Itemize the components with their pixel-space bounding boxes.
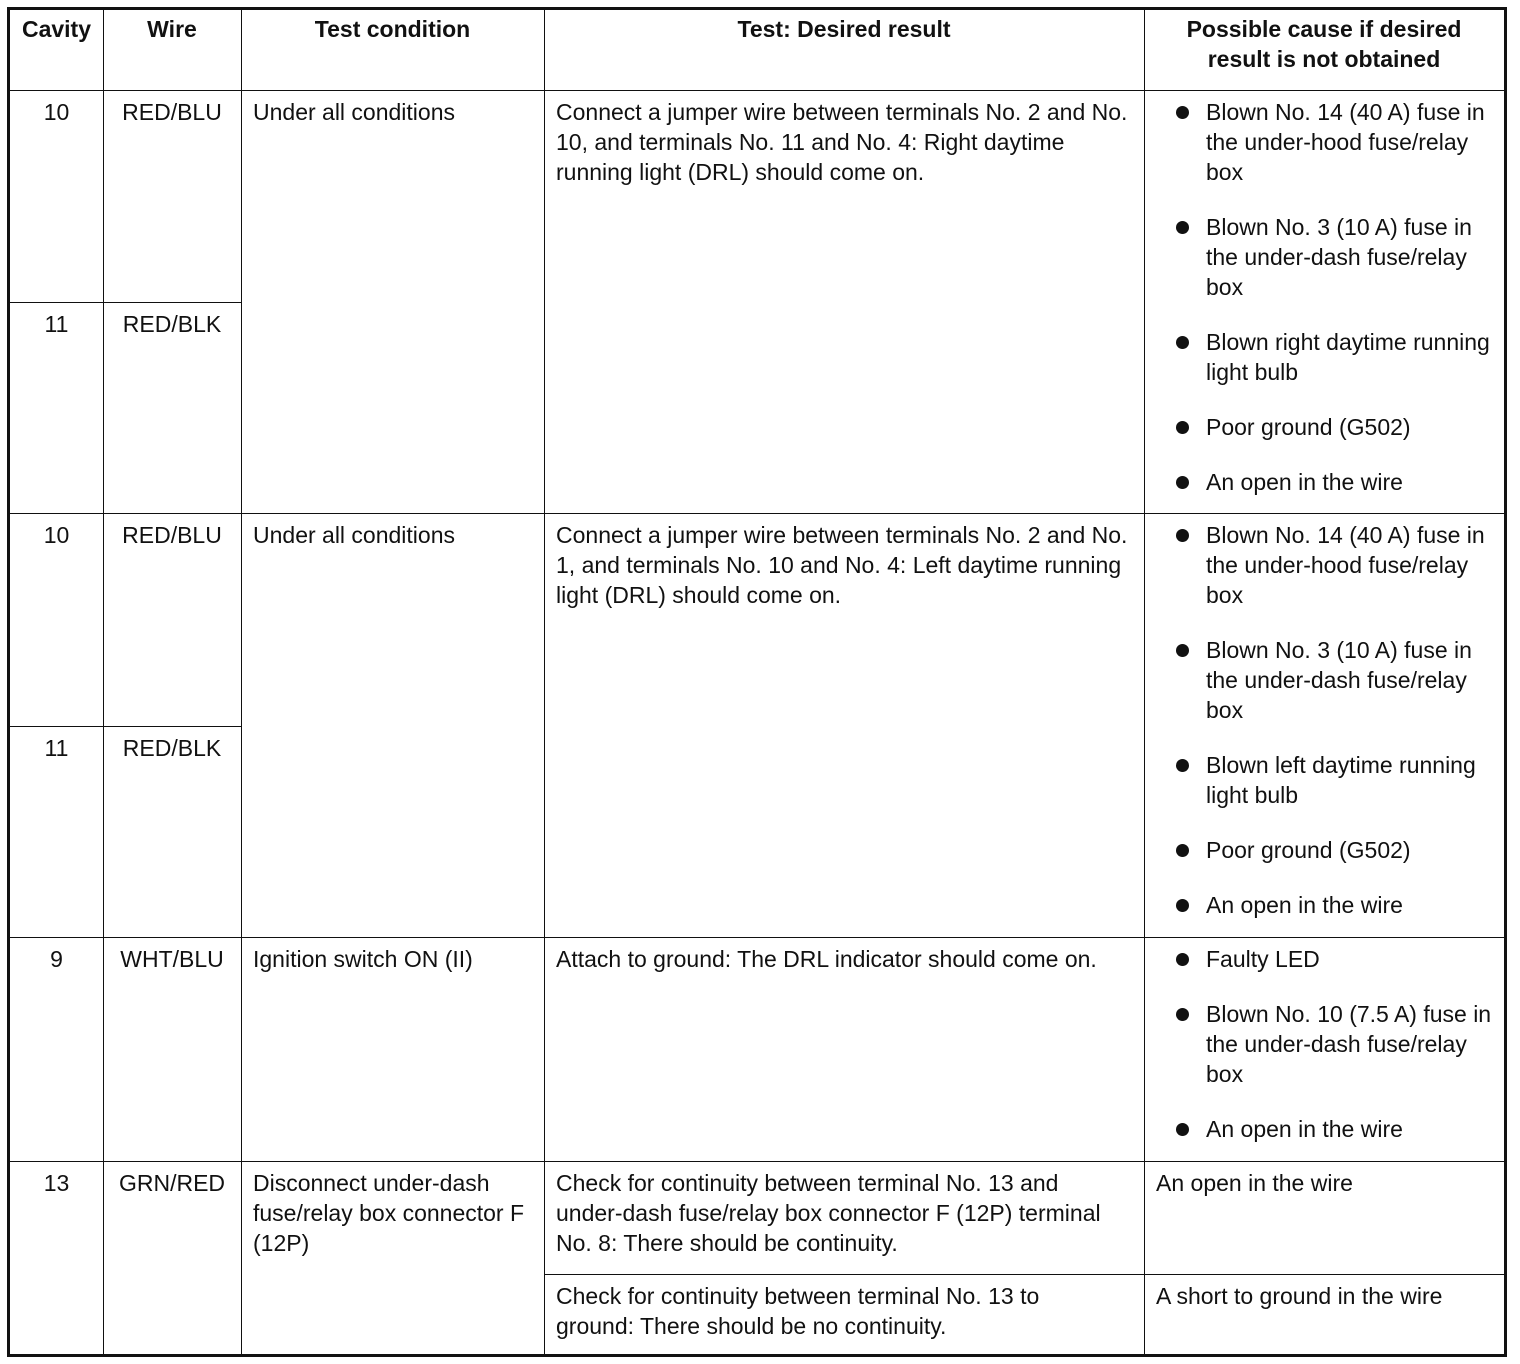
bullet-icon xyxy=(1176,421,1189,434)
row1-cause-5: An open in the wire xyxy=(1174,467,1500,497)
row1-cause-4: Poor ground (G502) xyxy=(1174,412,1500,442)
row3-causes xyxy=(1174,944,1500,1144)
row1-cause-2: Blown No. 3 (10 A) fuse in the under-dash fuse/relay box xyxy=(1174,212,1500,302)
bullet-icon xyxy=(1176,476,1189,489)
row2-cavity-a: 10 xyxy=(43,522,70,548)
col-divider-2 xyxy=(241,10,242,1354)
row2-cause-1: Blown No. 14 (40 A) fuse in the under-hood fuse/relay box xyxy=(1174,520,1500,610)
bullet-icon xyxy=(1176,1008,1189,1021)
bullet-icon xyxy=(1176,844,1189,857)
header-cavity: Cavity xyxy=(21,16,92,42)
row2-result: Connect a jumper wire between terminals No. 2 and No. 1, and terminals No. 10 and No. 4: Left daytime running light (DRL) should come on. xyxy=(556,522,1128,608)
row1-cavity-b: 11 xyxy=(44,311,69,337)
row4-wire: GRN/RED xyxy=(118,1170,226,1196)
row1-causes xyxy=(1174,97,1500,497)
col-divider-1 xyxy=(103,10,104,1354)
subrow-divider-3 xyxy=(544,1274,1504,1275)
row3-cause-2: Blown No. 10 (7.5 A) fuse in the under-dash fuse/relay box xyxy=(1174,999,1500,1089)
row3-cause-1: Faulty LED xyxy=(1174,944,1500,974)
bullet-icon xyxy=(1176,221,1189,234)
bullet-icon xyxy=(1176,953,1189,966)
bullet-icon xyxy=(1176,644,1189,657)
bullet-icon xyxy=(1176,106,1189,119)
row4-result-1: Check for continuity between terminal No. 13 and under-dash fuse/relay box connector F (12P) terminal No. 8: There should be continuity. xyxy=(556,1170,1101,1256)
row1-wire-b: RED/BLK xyxy=(122,311,222,337)
row3-cavity: 9 xyxy=(50,946,63,972)
row2-cause-3: Blown left daytime running light bulb xyxy=(1174,750,1500,810)
row-divider-3 xyxy=(10,1161,1504,1162)
row1-cause-1: Blown No. 14 (40 A) fuse in the under-hood fuse/relay box xyxy=(1174,97,1500,187)
bullet-icon xyxy=(1176,336,1189,349)
row1-result: Connect a jumper wire between terminals No. 2 and No. 10, and terminals No. 11 and No. 4: Right daytime running light (DRL) should come on. xyxy=(556,99,1128,185)
row3-result: Attach to ground: The DRL indicator should come on. xyxy=(556,946,1097,972)
row3-condition: Ignition switch ON (II) xyxy=(253,946,473,972)
row2-wire-b: RED/BLK xyxy=(122,735,222,761)
row4-cavity: 13 xyxy=(43,1170,70,1196)
bullet-icon xyxy=(1176,1123,1189,1136)
row4-cause-1: An open in the wire xyxy=(1156,1170,1353,1196)
row1-cause-3: Blown right daytime running light bulb xyxy=(1174,327,1500,387)
header-wire: Wire xyxy=(147,16,197,42)
row-divider-1 xyxy=(10,513,1504,514)
header-possible-cause: Possible cause if desired result is not obtained xyxy=(1186,16,1462,72)
diagnostic-table xyxy=(7,7,1507,1357)
row2-cavity-b: 11 xyxy=(44,735,69,761)
subrow-divider-1 xyxy=(10,302,241,303)
row2-cause-2: Blown No. 3 (10 A) fuse in the under-dash fuse/relay box xyxy=(1174,635,1500,725)
header-test-condition: Test condition xyxy=(314,16,471,42)
row4-cause-2: A short to ground in the wire xyxy=(1156,1283,1443,1309)
row2-cause-4: Poor ground (G502) xyxy=(1174,835,1500,865)
row1-wire-a: RED/BLU xyxy=(122,99,222,125)
header-divider xyxy=(10,90,1504,91)
row1-condition: Under all conditions xyxy=(253,99,456,125)
row4-result-2: Check for continuity between terminal No. 13 to ground: There should be no continuity. xyxy=(556,1283,1040,1339)
row3-cause-3: An open in the wire xyxy=(1174,1114,1500,1144)
col-divider-3 xyxy=(544,10,545,1354)
row2-causes xyxy=(1174,520,1500,920)
bullet-icon xyxy=(1176,759,1189,772)
bullet-icon xyxy=(1176,529,1189,542)
col-divider-4 xyxy=(1144,10,1145,1354)
subrow-divider-2 xyxy=(10,726,241,727)
row2-condition: Under all conditions xyxy=(253,522,456,548)
row3-wire: WHT/BLU xyxy=(120,946,224,972)
bullet-icon xyxy=(1176,899,1189,912)
row4-condition: Disconnect under-dash fuse/relay box connector F (12P) xyxy=(253,1170,525,1256)
header-desired-result: Test: Desired result xyxy=(737,16,951,42)
row-divider-2 xyxy=(10,937,1504,938)
row1-cavity-a: 10 xyxy=(43,99,70,125)
row2-wire-a: RED/BLU xyxy=(122,522,222,548)
row2-cause-5: An open in the wire xyxy=(1174,890,1500,920)
